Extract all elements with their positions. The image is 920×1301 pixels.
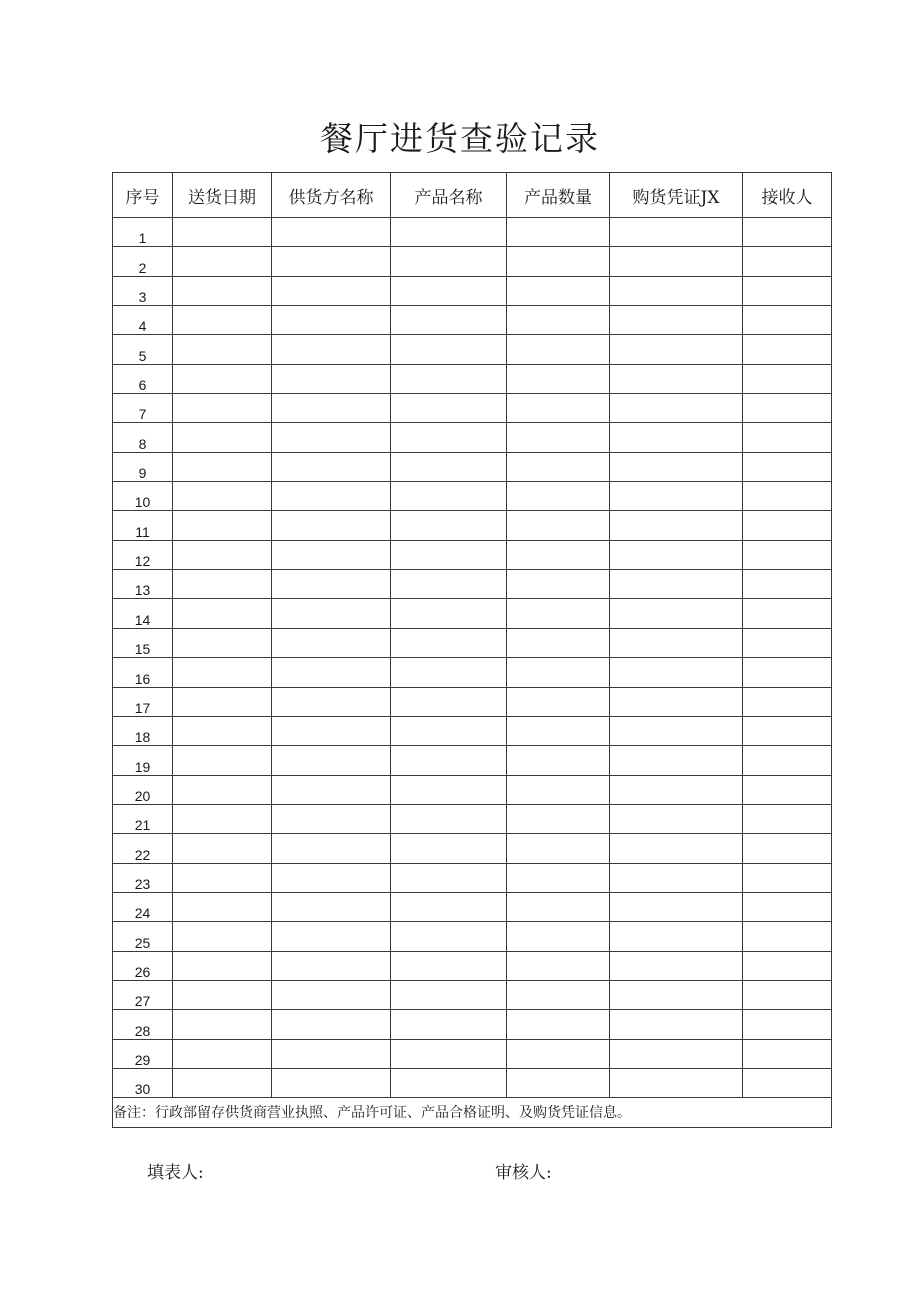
cell-product-quantity[interactable] xyxy=(507,423,610,452)
cell-product-name[interactable] xyxy=(391,218,507,247)
table-body xyxy=(113,218,832,1098)
cell-delivery-date[interactable] xyxy=(173,892,272,921)
row-number: 21 xyxy=(113,804,173,833)
cell-purchase-voucher[interactable] xyxy=(610,775,743,804)
cell-product-quantity[interactable] xyxy=(507,628,610,657)
row-number: 9 xyxy=(113,452,173,481)
cell-supplier-name[interactable] xyxy=(272,716,391,745)
row-number: 11 xyxy=(113,511,173,540)
cell-product-name[interactable] xyxy=(391,775,507,804)
row-number: 2 xyxy=(113,247,173,276)
cell-product-name[interactable] xyxy=(391,394,507,423)
cell-delivery-date[interactable] xyxy=(173,276,272,305)
cell-supplier-name[interactable] xyxy=(272,980,391,1009)
cell-receiver[interactable] xyxy=(743,394,832,423)
table-row xyxy=(113,980,832,1009)
table-row xyxy=(113,511,832,540)
table-row xyxy=(113,452,832,481)
cell-purchase-voucher[interactable] xyxy=(610,804,743,833)
header-row xyxy=(113,173,832,218)
cell-delivery-date[interactable] xyxy=(173,951,272,980)
cell-receiver[interactable] xyxy=(743,922,832,951)
cell-product-quantity[interactable] xyxy=(507,804,610,833)
cell-product-name[interactable] xyxy=(391,922,507,951)
table-row xyxy=(113,628,832,657)
note-text: 备注：行政部留存供货商营业执照、产品许可证、产品合格证明、及购货凭证信息。 xyxy=(113,1098,832,1127)
cell-delivery-date[interactable] xyxy=(173,775,272,804)
cell-supplier-name[interactable] xyxy=(272,1039,391,1068)
cell-delivery-date[interactable] xyxy=(173,804,272,833)
cell-receiver[interactable] xyxy=(743,834,832,863)
table-row xyxy=(113,687,832,716)
cell-product-quantity[interactable] xyxy=(507,746,610,775)
cell-purchase-voucher[interactable] xyxy=(610,1068,743,1097)
table-row xyxy=(113,306,832,335)
cell-delivery-date[interactable] xyxy=(173,834,272,863)
header-product-quantity: 产品数量 xyxy=(507,173,610,218)
cell-receiver[interactable] xyxy=(743,335,832,364)
cell-product-quantity[interactable] xyxy=(507,863,610,892)
cell-product-quantity[interactable] xyxy=(507,980,610,1009)
cell-supplier-name[interactable] xyxy=(272,570,391,599)
cell-product-quantity[interactable] xyxy=(507,394,610,423)
cell-product-quantity[interactable] xyxy=(507,922,610,951)
cell-product-quantity[interactable] xyxy=(507,687,610,716)
cell-delivery-date[interactable] xyxy=(173,364,272,393)
cell-purchase-voucher[interactable] xyxy=(610,599,743,628)
cell-product-name[interactable] xyxy=(391,452,507,481)
cell-delivery-date[interactable] xyxy=(173,540,272,569)
cell-purchase-voucher[interactable] xyxy=(610,1039,743,1068)
row-number: 5 xyxy=(113,335,173,364)
cell-supplier-name[interactable] xyxy=(272,658,391,687)
cell-purchase-voucher[interactable] xyxy=(610,482,743,511)
cell-receiver[interactable] xyxy=(743,482,832,511)
row-number: 4 xyxy=(113,306,173,335)
cell-product-name[interactable] xyxy=(391,834,507,863)
cell-product-name[interactable] xyxy=(391,863,507,892)
row-number: 24 xyxy=(113,892,173,921)
cell-product-quantity[interactable] xyxy=(507,335,610,364)
cell-delivery-date[interactable] xyxy=(173,716,272,745)
page-title: 餐厅进货查验记录 xyxy=(320,119,600,158)
cell-supplier-name[interactable] xyxy=(272,394,391,423)
cell-receiver[interactable] xyxy=(743,452,832,481)
cell-delivery-date[interactable] xyxy=(173,218,272,247)
cell-product-quantity[interactable] xyxy=(507,218,610,247)
cell-product-name[interactable] xyxy=(391,628,507,657)
row-number: 8 xyxy=(113,423,173,452)
cell-product-name[interactable] xyxy=(391,746,507,775)
cell-receiver[interactable] xyxy=(743,1010,832,1039)
row-number: 27 xyxy=(113,980,173,1009)
cell-supplier-name[interactable] xyxy=(272,628,391,657)
cell-product-name[interactable] xyxy=(391,364,507,393)
cell-product-name[interactable] xyxy=(391,335,507,364)
note-row xyxy=(113,1098,832,1127)
cell-purchase-voucher[interactable] xyxy=(610,658,743,687)
cell-receiver[interactable] xyxy=(743,892,832,921)
row-number: 18 xyxy=(113,716,173,745)
table-row xyxy=(113,863,832,892)
cell-delivery-date[interactable] xyxy=(173,570,272,599)
cell-purchase-voucher[interactable] xyxy=(610,511,743,540)
cell-product-name[interactable] xyxy=(391,276,507,305)
cell-receiver[interactable] xyxy=(743,599,832,628)
cell-delivery-date[interactable] xyxy=(173,511,272,540)
cell-supplier-name[interactable] xyxy=(272,599,391,628)
cell-product-name[interactable] xyxy=(391,980,507,1009)
cell-purchase-voucher[interactable] xyxy=(610,364,743,393)
cell-supplier-name[interactable] xyxy=(272,922,391,951)
cell-receiver[interactable] xyxy=(743,628,832,657)
cell-supplier-name[interactable] xyxy=(272,892,391,921)
cell-receiver[interactable] xyxy=(743,687,832,716)
table-row xyxy=(113,394,832,423)
cell-product-name[interactable] xyxy=(391,951,507,980)
cell-receiver[interactable] xyxy=(743,1068,832,1097)
table-row xyxy=(113,570,832,599)
cell-delivery-date[interactable] xyxy=(173,1039,272,1068)
table-row xyxy=(113,482,832,511)
cell-product-quantity[interactable] xyxy=(507,570,610,599)
cell-purchase-voucher[interactable] xyxy=(610,335,743,364)
cell-product-quantity[interactable] xyxy=(507,658,610,687)
cell-delivery-date[interactable] xyxy=(173,980,272,1009)
header-purchase-voucher: 购货凭证JX xyxy=(610,173,743,218)
cell-product-quantity[interactable] xyxy=(507,716,610,745)
cell-receiver[interactable] xyxy=(743,658,832,687)
row-number: 15 xyxy=(113,628,173,657)
cell-delivery-date[interactable] xyxy=(173,423,272,452)
cell-product-quantity[interactable] xyxy=(507,834,610,863)
cell-supplier-name[interactable] xyxy=(272,218,391,247)
row-number: 17 xyxy=(113,687,173,716)
row-number: 7 xyxy=(113,394,173,423)
cell-delivery-date[interactable] xyxy=(173,452,272,481)
cell-purchase-voucher[interactable] xyxy=(610,247,743,276)
row-number: 10 xyxy=(113,482,173,511)
table-row xyxy=(113,218,832,247)
cell-delivery-date[interactable] xyxy=(173,1010,272,1039)
cell-delivery-date[interactable] xyxy=(173,628,272,657)
cell-product-name[interactable] xyxy=(391,687,507,716)
table-row xyxy=(113,804,832,833)
cell-purchase-voucher[interactable] xyxy=(610,892,743,921)
cell-delivery-date[interactable] xyxy=(173,746,272,775)
cell-product-quantity[interactable] xyxy=(507,364,610,393)
cell-purchase-voucher[interactable] xyxy=(610,394,743,423)
cell-delivery-date[interactable] xyxy=(173,1068,272,1097)
row-number: 20 xyxy=(113,775,173,804)
cell-purchase-voucher[interactable] xyxy=(610,687,743,716)
cell-supplier-name[interactable] xyxy=(272,746,391,775)
cell-purchase-voucher[interactable] xyxy=(610,746,743,775)
cell-receiver[interactable] xyxy=(743,511,832,540)
cell-product-name[interactable] xyxy=(391,1010,507,1039)
table-row xyxy=(113,1068,832,1097)
cell-supplier-name[interactable] xyxy=(272,804,391,833)
cell-product-name[interactable] xyxy=(391,599,507,628)
cell-supplier-name[interactable] xyxy=(272,247,391,276)
cell-supplier-name[interactable] xyxy=(272,276,391,305)
cell-product-quantity[interactable] xyxy=(507,452,610,481)
cell-purchase-voucher[interactable] xyxy=(610,452,743,481)
row-number: 14 xyxy=(113,599,173,628)
table-row xyxy=(113,423,832,452)
cell-product-name[interactable] xyxy=(391,1068,507,1097)
cell-supplier-name[interactable] xyxy=(272,482,391,511)
cell-receiver[interactable] xyxy=(743,570,832,599)
cell-supplier-name[interactable] xyxy=(272,364,391,393)
row-number: 25 xyxy=(113,922,173,951)
row-number: 29 xyxy=(113,1039,173,1068)
cell-purchase-voucher[interactable] xyxy=(610,834,743,863)
cell-delivery-date[interactable] xyxy=(173,863,272,892)
cell-delivery-date[interactable] xyxy=(173,687,272,716)
cell-receiver[interactable] xyxy=(743,775,832,804)
cell-product-name[interactable] xyxy=(391,892,507,921)
cell-supplier-name[interactable] xyxy=(272,1068,391,1097)
cell-product-quantity[interactable] xyxy=(507,511,610,540)
header-supplier-name: 供货方名称 xyxy=(272,173,391,218)
cell-product-name[interactable] xyxy=(391,804,507,833)
cell-product-quantity[interactable] xyxy=(507,1039,610,1068)
cell-delivery-date[interactable] xyxy=(173,394,272,423)
cell-delivery-date[interactable] xyxy=(173,247,272,276)
cell-supplier-name[interactable] xyxy=(272,423,391,452)
cell-product-quantity[interactable] xyxy=(507,247,610,276)
table-row xyxy=(113,247,832,276)
cell-supplier-name[interactable] xyxy=(272,863,391,892)
table-row xyxy=(113,834,832,863)
row-number: 28 xyxy=(113,1010,173,1039)
cell-product-name[interactable] xyxy=(391,540,507,569)
cell-receiver[interactable] xyxy=(743,716,832,745)
row-number: 30 xyxy=(113,1068,173,1097)
header-receiver: 接收人 xyxy=(743,173,832,218)
cell-supplier-name[interactable] xyxy=(272,951,391,980)
row-number: 12 xyxy=(113,540,173,569)
row-number: 1 xyxy=(113,218,173,247)
cell-purchase-voucher[interactable] xyxy=(610,306,743,335)
cell-receiver[interactable] xyxy=(743,364,832,393)
cell-receiver[interactable] xyxy=(743,746,832,775)
cell-receiver[interactable] xyxy=(743,540,832,569)
cell-delivery-date[interactable] xyxy=(173,335,272,364)
cell-product-name[interactable] xyxy=(391,511,507,540)
cell-delivery-date[interactable] xyxy=(173,922,272,951)
cell-supplier-name[interactable] xyxy=(272,540,391,569)
cell-receiver[interactable] xyxy=(743,951,832,980)
cell-product-name[interactable] xyxy=(391,1039,507,1068)
table-row xyxy=(113,746,832,775)
cell-delivery-date[interactable] xyxy=(173,306,272,335)
cell-receiver[interactable] xyxy=(743,276,832,305)
cell-receiver[interactable] xyxy=(743,980,832,1009)
cell-product-quantity[interactable] xyxy=(507,951,610,980)
cell-product-quantity[interactable] xyxy=(507,1068,610,1097)
cell-purchase-voucher[interactable] xyxy=(610,951,743,980)
cell-receiver[interactable] xyxy=(743,863,832,892)
cell-supplier-name[interactable] xyxy=(272,306,391,335)
cell-purchase-voucher[interactable] xyxy=(610,980,743,1009)
cell-purchase-voucher[interactable] xyxy=(610,863,743,892)
table-row xyxy=(113,658,832,687)
header-delivery-date: 送货日期 xyxy=(173,173,272,218)
row-number: 26 xyxy=(113,951,173,980)
table-row xyxy=(113,892,832,921)
cell-delivery-date[interactable] xyxy=(173,658,272,687)
cell-product-name[interactable] xyxy=(391,570,507,599)
row-number: 13 xyxy=(113,570,173,599)
table-row xyxy=(113,276,832,305)
table-row xyxy=(113,540,832,569)
cell-delivery-date[interactable] xyxy=(173,599,272,628)
cell-receiver[interactable] xyxy=(743,247,832,276)
cell-receiver[interactable] xyxy=(743,306,832,335)
cell-purchase-voucher[interactable] xyxy=(610,1010,743,1039)
cell-supplier-name[interactable] xyxy=(272,834,391,863)
cell-supplier-name[interactable] xyxy=(272,1010,391,1039)
cell-product-quantity[interactable] xyxy=(507,276,610,305)
cell-supplier-name[interactable] xyxy=(272,335,391,364)
cell-receiver[interactable] xyxy=(743,804,832,833)
cell-product-name[interactable] xyxy=(391,423,507,452)
cell-product-name[interactable] xyxy=(391,658,507,687)
header-seq: 序号 xyxy=(113,173,173,218)
cell-purchase-voucher[interactable] xyxy=(610,628,743,657)
row-number: 16 xyxy=(113,658,173,687)
cell-supplier-name[interactable] xyxy=(272,452,391,481)
cell-product-name[interactable] xyxy=(391,306,507,335)
cell-product-quantity[interactable] xyxy=(507,482,610,511)
cell-delivery-date[interactable] xyxy=(173,482,272,511)
cell-purchase-voucher[interactable] xyxy=(610,540,743,569)
row-number: 19 xyxy=(113,746,173,775)
cell-product-quantity[interactable] xyxy=(507,775,610,804)
cell-product-name[interactable] xyxy=(391,482,507,511)
reviewer-signature-label: 审核人: xyxy=(495,1163,552,1183)
table-row xyxy=(113,775,832,804)
cell-receiver[interactable] xyxy=(743,423,832,452)
row-number: 6 xyxy=(113,364,173,393)
cell-product-quantity[interactable] xyxy=(507,599,610,628)
cell-product-name[interactable] xyxy=(391,716,507,745)
table-row xyxy=(113,1039,832,1068)
cell-purchase-voucher[interactable] xyxy=(610,423,743,452)
row-number: 3 xyxy=(113,276,173,305)
header-product-name: 产品名称 xyxy=(391,173,507,218)
row-number: 23 xyxy=(113,863,173,892)
cell-purchase-voucher[interactable] xyxy=(610,922,743,951)
cell-purchase-voucher[interactable] xyxy=(610,716,743,745)
inspection-record-table xyxy=(112,172,832,1128)
cell-product-quantity[interactable] xyxy=(507,540,610,569)
cell-receiver[interactable] xyxy=(743,218,832,247)
cell-purchase-voucher[interactable] xyxy=(610,570,743,599)
cell-supplier-name[interactable] xyxy=(272,511,391,540)
cell-supplier-name[interactable] xyxy=(272,775,391,804)
table-row xyxy=(113,364,832,393)
cell-purchase-voucher[interactable] xyxy=(610,218,743,247)
table-row xyxy=(113,922,832,951)
table-row xyxy=(113,599,832,628)
table-row xyxy=(113,951,832,980)
cell-product-quantity[interactable] xyxy=(507,1010,610,1039)
cell-product-quantity[interactable] xyxy=(507,306,610,335)
row-number: 22 xyxy=(113,834,173,863)
cell-purchase-voucher[interactable] xyxy=(610,276,743,305)
table-row xyxy=(113,335,832,364)
cell-product-name[interactable] xyxy=(391,247,507,276)
cell-supplier-name[interactable] xyxy=(272,687,391,716)
table-row xyxy=(113,716,832,745)
table-row xyxy=(113,1010,832,1039)
cell-product-quantity[interactable] xyxy=(507,892,610,921)
cell-receiver[interactable] xyxy=(743,1039,832,1068)
filler-signature-label: 填表人: xyxy=(147,1163,204,1183)
